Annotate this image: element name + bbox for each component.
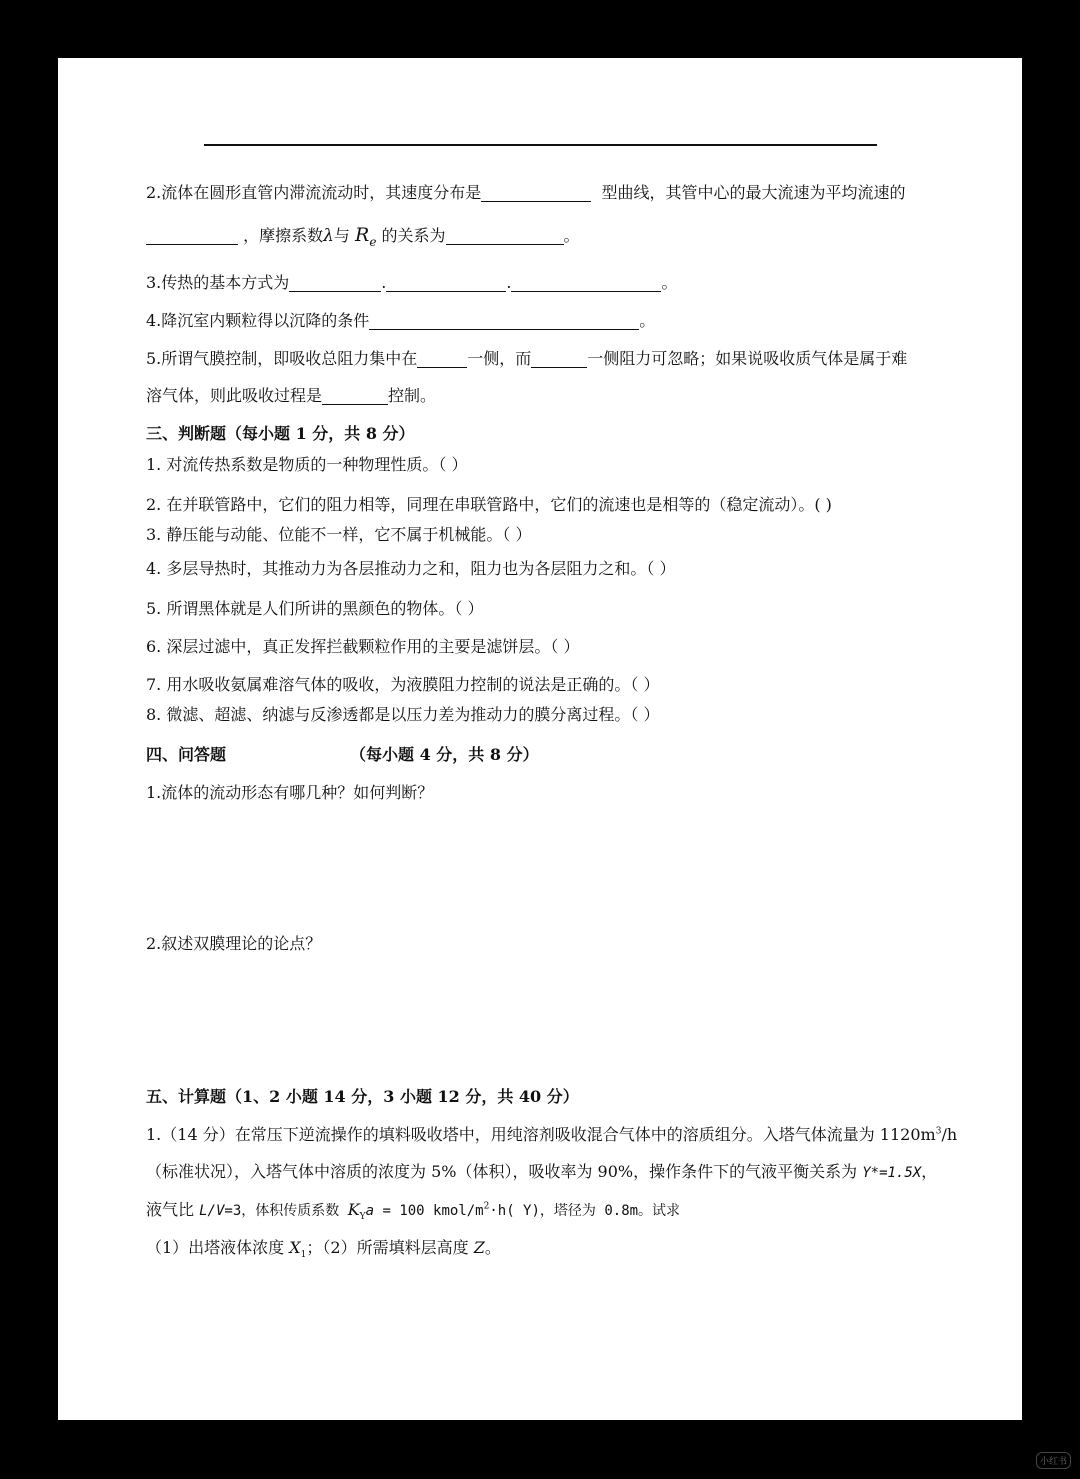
calc-problem-1-line3: 液气比 L/V=3，体积传质系数 $K_Ya = 100$ kmol/$m^2\cdot h$( Y)，塔径为 0.8m。试求	[146, 1200, 681, 1223]
judge-item-4: 4. 多层导热时，其推动力为各层推动力之和，阻力也为各层阻力之和。（ ）	[146, 559, 676, 578]
answer-blank	[531, 351, 587, 368]
fill-q5-line2: 溶气体，则此吸收过程是 控制。	[146, 386, 437, 405]
fill-q2-line1: 2.流体在圆形直管内滞流流动时，其速度分布是 型曲线，其管中心的最大流速为平均流速的	[146, 183, 906, 202]
judge-item-3: 3. 静压能与动能、位能不一样，它不属于机械能。（ ）	[146, 525, 532, 544]
section4-heading: 四、问答题 （每小题 4 分，共 8 分）	[146, 745, 539, 764]
lambda-symbol: λ	[323, 226, 334, 246]
watermark-logo: 小红书	[1036, 1452, 1071, 1469]
answer-blank	[446, 228, 564, 245]
judge-item-6: 6. 深层过滤中，真正发挥拦截颗粒作用的主要是滤饼层。（ ）	[146, 637, 580, 656]
fill-q2-line2: ，摩擦系数λ与 $R_e$ 的关系为 。	[146, 224, 580, 247]
answer-blank	[386, 275, 506, 292]
judge-item-7: 7. 用水吸收氨属难溶气体的吸收，为液膜阻力控制的说法是正确的。（ ）	[146, 675, 660, 694]
section5-heading: 五、计算题（1、2 小题 14 分，3 小题 12 分，共 40 分）	[146, 1087, 579, 1106]
judge-item-5: 5. 所谓黑体就是人们所讲的黑颜色的物体。（ ）	[146, 599, 484, 618]
qa-item-1: 1.流体的流动形态有哪几种？如何判断？	[146, 783, 434, 802]
exam-page	[58, 58, 1022, 1420]
fill-q3: 3.传热的基本方式为 . . 。	[146, 273, 678, 292]
answer-blank	[322, 388, 388, 405]
calc-problem-1-line1: 1.（14 分）在常压下逆流操作的填料吸收塔中，用纯溶剂吸收混合气体中的溶质组分。入塔气体流量为 $1120m^3/h$	[146, 1125, 958, 1144]
header-rule	[204, 144, 877, 146]
section3-heading: 三、判断题（每小题 1 分，共 8 分）	[146, 424, 415, 443]
judge-item-8: 8. 微滤、超滤、纳滤与反渗透都是以压力差为推动力的膜分离过程。（ ）	[146, 705, 660, 724]
fill-q4: 4.降沉室内颗粒得以沉降的条件 。	[146, 311, 656, 330]
fill-q5-line1: 5.所谓气膜控制，即吸收总阻力集中在 一侧，而 一侧阻力可忽略；如果说吸收质气体是属于难	[146, 349, 908, 368]
qa-item-2: 2.叙述双膜理论的论点？	[146, 934, 322, 953]
answer-blank	[289, 275, 381, 292]
judge-item-2: 2. 在并联管路中，它们的阻力相等，同理在串联管路中，它们的流速也是相等的（稳定流动）。( )	[146, 495, 832, 514]
reynolds-symbol: $R_e$	[355, 224, 377, 249]
answer-blank	[417, 351, 467, 368]
answer-blank	[511, 275, 661, 292]
judge-item-1: 1. 对流传热系数是物质的一种物理性质。（ ）	[146, 455, 468, 474]
calc-problem-1-line2: （标准状况），入塔气体中溶质的浓度为 5%（体积），吸收率为 90%，操作条件下的气液平衡关系为 Y*=1.5X，	[146, 1162, 938, 1181]
calc-problem-1-line4: （1）出塔液体浓度 $X_1$；（2）所需填料层高度 Z。	[146, 1238, 501, 1261]
answer-blank	[369, 313, 639, 330]
answer-blank	[481, 185, 591, 202]
answer-blank	[146, 228, 238, 245]
